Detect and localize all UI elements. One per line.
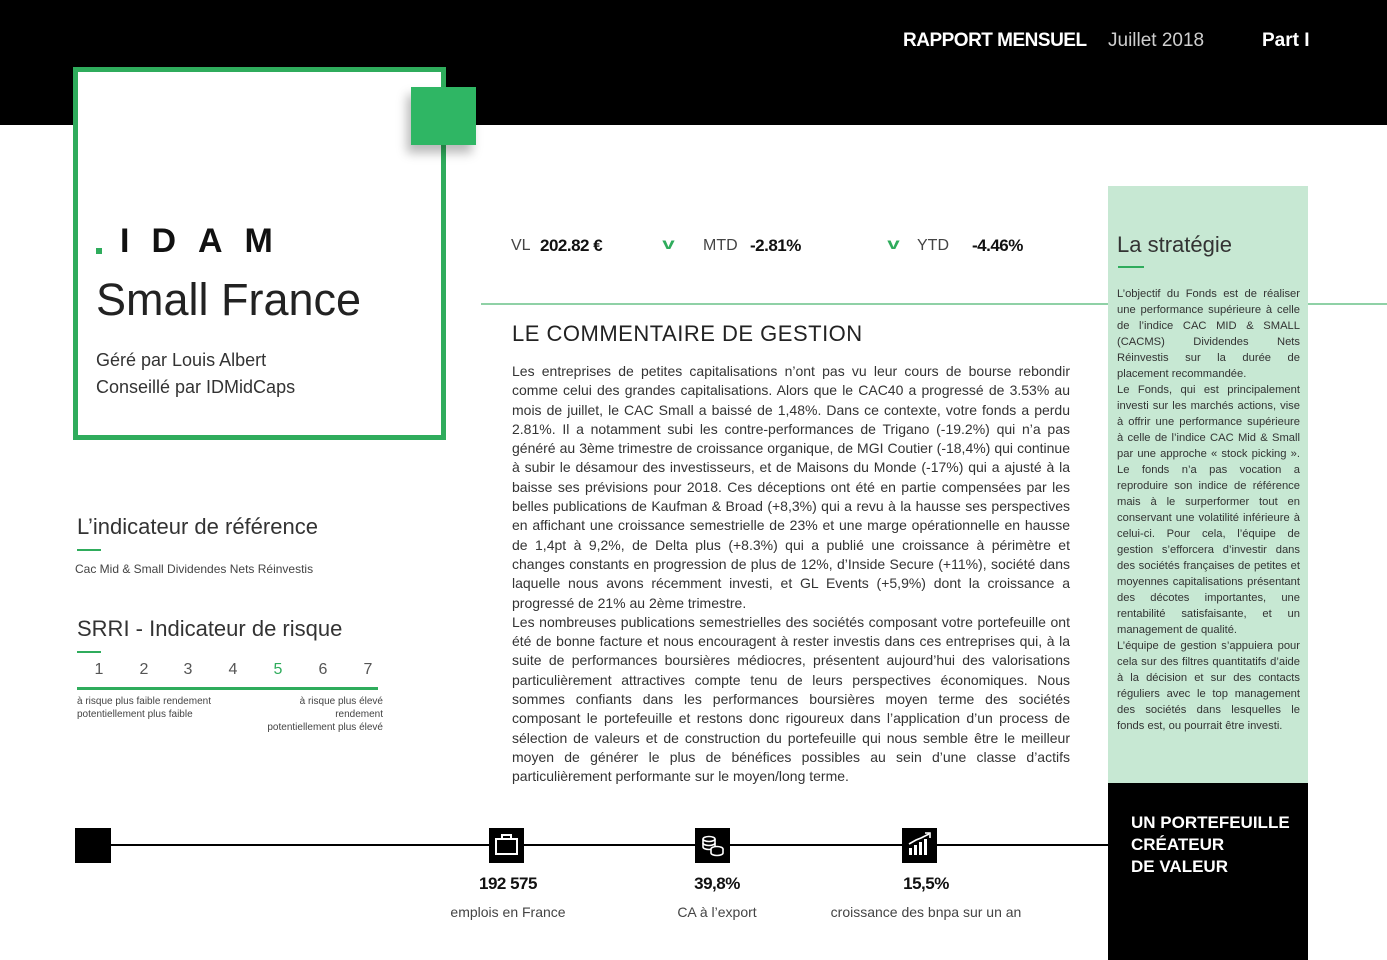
srri-level: 3 xyxy=(183,661,193,678)
srri-low-line: potentiellement plus faible xyxy=(77,709,193,720)
srri-low-line: à risque plus faible rendement xyxy=(77,696,211,707)
chevron-down-icon: v xyxy=(662,236,675,253)
strategy-title: La stratégie xyxy=(1117,232,1232,257)
srri-high-line: potentiellement plus élevé xyxy=(267,722,383,733)
stat-value: 192 575 xyxy=(479,874,537,893)
stat-value: 39,8% xyxy=(694,874,740,893)
strategy-underline xyxy=(1118,266,1144,268)
srri-level: 2 xyxy=(139,661,149,678)
srri-underline xyxy=(77,651,101,653)
timeline-start-square xyxy=(75,828,111,863)
srri-low-label xyxy=(77,695,211,721)
logo-dot xyxy=(96,248,102,254)
report-part: Part I xyxy=(1262,30,1310,51)
stat-value: 15,5% xyxy=(903,874,949,893)
srri-high-line: à risque plus élevé rendement xyxy=(299,696,383,720)
timeline-line xyxy=(110,844,1108,846)
value-line: CRÉATEUR xyxy=(1131,835,1225,854)
value-line: UN PORTEFEUILLE xyxy=(1131,813,1290,832)
srri-level: 6 xyxy=(318,661,328,678)
kpi-mtd-value: -2.81% xyxy=(750,236,801,255)
srri-high-label xyxy=(253,695,383,734)
srri-level: 7 xyxy=(363,661,373,678)
value-line: DE VALEUR xyxy=(1131,857,1228,876)
decorative-square xyxy=(411,87,476,145)
stat-label: croissance des bnpa sur un an xyxy=(830,904,1022,920)
stat-label: emplois en France xyxy=(450,904,566,920)
stat-label: CA à l’export xyxy=(677,904,757,920)
report-date: Juillet 2018 xyxy=(1108,30,1205,51)
srri-title: SRRI - Indicateur de risque xyxy=(77,616,343,641)
coins-icon xyxy=(695,828,730,863)
srri-level: 1 xyxy=(94,661,104,678)
chevron-down-icon: v xyxy=(887,236,900,253)
briefcase-icon xyxy=(489,828,524,863)
report-title: RAPPORT MENSUEL xyxy=(903,30,1087,51)
kpi-ytd-label: YTD xyxy=(917,237,949,254)
commentary-paragraph: Les entreprises de petites capitalisations n’ont pas vu leur cours de bourse rebondir comme celui des grandes capitalisations. Alors que le CAC40 a progressé de 3.53% au mois de juillet, le CAC Small a baissé de 1,48%. Dans ce contexte, votre fonds a perdu 2.81%. Il a notamment subi les contre-performances de Trigano (-19.2%) qui n’a pas généré au 3ème trimestre de croissance organique, de MGI Coutier (-18,4%) qui continue à subir le désamour des investisseurs, et de Maisons du Monde (-17%) qui a ajusté à la baisse ses prévisions pour 2018. Ces déceptions ont été en partie compensées par les belles publications de Kaufman & Broad (+8,3%) qui a revu à la hausse ses perspectives en affichant une croissance semestrielle de 23% et une marge opérationnelle en hausse de 1,4pt à 9,2%, de Delta plus (+8.3%) qui a publié une croissance à périmètre et changes constants en progression de plus de 12%, d’Inside Secure (+11%), société dans laquelle nous avons récemment investi, et GL Events (+5,9%) dont la croissance a progressé de 21% au 2ème trimestre. xyxy=(512,363,1070,611)
value-box-text xyxy=(1131,812,1301,878)
reference-title: L’indicateur de référence xyxy=(77,514,318,539)
kpi-vl-value: 202.82 € xyxy=(540,236,603,255)
fund-name: Small France xyxy=(96,274,362,325)
commentary-paragraph: Les nombreuses publications semestrielles des sociétés composant votre portefeuille ont été de bonne facture et nous encouragent à rester investis dans ces entreprises qui, à la suite de performances boursières médiocres, présentent aujourd’hui des valorisations particulièrement attractives compte tenu de leurs perspectives économiques. Nous sommes confiants dans les performances boursières moyen terme des sociétés composant le portefeuille et restons donc rigoureux dans l’application d’un process de sélection de valeurs et de construction du portefeuille qui nous semble être le meilleur moyen de générer le plus de bénéfices possibles au sein d’une classe d’actifs particulièrement performante sur le moyen/long terme. xyxy=(512,613,1070,785)
advised-by: Conseillé par IDMidCaps xyxy=(96,377,296,397)
reference-text: Cac Mid & Small Dividendes Nets Réinvestis xyxy=(75,562,314,576)
strategy-paragraph: L’objectif du Fonds est de réaliser une performance supérieure à celle de l’indice CAC MID & SMALL (CACMS) Dividendes Nets Réinvestis sur la durée de placement recommandée. xyxy=(1117,288,1300,380)
strategy-paragraph: L’équipe de gestion s’appuiera pour cela sur des filtres quantitatifs d’aide à la décision et sur des contacts réguliers avec le top management des sociétés dans lesquelles le fonds est, ou pourrait être investi. xyxy=(1117,640,1300,732)
kpi-mtd-label: MTD xyxy=(703,237,738,254)
srri-level: 4 xyxy=(228,661,238,678)
growth-chart-icon xyxy=(902,828,937,863)
strategy-paragraph: Le Fonds, qui est principalement investi sur les marchés actions, vise à offrir une performance supérieure à celle de l’indice CAC Mid & Small par une approche « stock picking ». Le fonds n’a pas vocation a reproduire son indice de référence mais à le surperformer tout en conservant une volatilité inférieure à celui-ci. Pour cela, l’équipe de gestion s’efforcera d’investir dans des sociétés françaises de petites et moyennes capitalisations présentant des décotes importantes, une rentabilité satisfaisante, et un management de qualité. xyxy=(1117,384,1300,636)
logo: IDAM xyxy=(120,222,295,260)
kpi-ytd-value: -4.46% xyxy=(972,236,1023,255)
reference-underline xyxy=(77,549,101,551)
srri-scale-bar xyxy=(77,687,378,690)
commentary-body xyxy=(512,362,1070,787)
managed-by: Géré par Louis Albert xyxy=(96,350,267,370)
srri-level-active: 5 xyxy=(273,661,283,678)
commentary-title: LE COMMENTAIRE DE GESTION xyxy=(512,321,863,346)
kpi-vl-label: VL xyxy=(511,237,531,254)
strategy-text xyxy=(1117,286,1300,734)
